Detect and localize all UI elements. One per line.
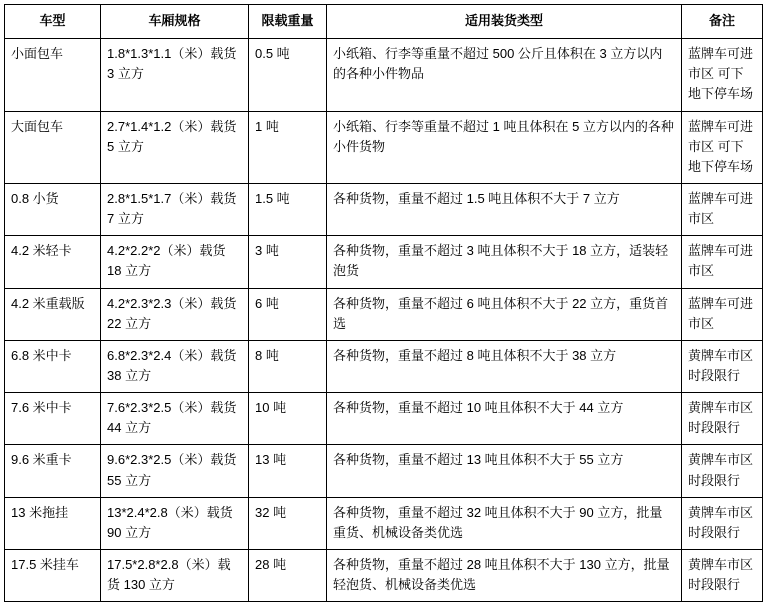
table-row <box>5 39 763 111</box>
table-row <box>5 445 763 497</box>
cell-remark: 蓝牌车可进市区 <box>682 183 763 235</box>
cell-remark: 蓝牌车可进市区 可下地下停车场 <box>682 111 763 183</box>
cell-cargo-type: 小纸箱、行李等重量不超过 1 吨且体积在 5 立方以内的各种小件货物 <box>327 111 682 183</box>
cell-cabin-spec: 2.8*1.5*1.7（米）载货 7 立方 <box>101 183 249 235</box>
cell-cargo-type: 各种货物，重量不超过 3 吨且体积不大于 18 立方，适装轻泡货 <box>327 236 682 288</box>
cell-vehicle-type: 17.5 米挂车 <box>5 549 101 601</box>
cell-remark: 黄牌车市区时段限行 <box>682 445 763 497</box>
table-row <box>5 549 763 601</box>
cell-remark: 黄牌车市区时段限行 <box>682 340 763 392</box>
cell-load-limit: 3 吨 <box>249 236 327 288</box>
cell-vehicle-type: 0.8 小货 <box>5 183 101 235</box>
table-row <box>5 183 763 235</box>
cell-remark: 黄牌车市区时段限行 <box>682 497 763 549</box>
cell-load-limit: 32 吨 <box>249 497 327 549</box>
cell-cargo-type: 各种货物，重量不超过 6 吨且体积不大于 22 立方，重货首选 <box>327 288 682 340</box>
cell-load-limit: 1 吨 <box>249 111 327 183</box>
cell-cabin-spec: 9.6*2.3*2.5（米）载货 55 立方 <box>101 445 249 497</box>
cell-cargo-type: 各种货物，重量不超过 8 吨且体积不大于 38 立方 <box>327 340 682 392</box>
table-row <box>5 236 763 288</box>
column-header-load-limit: 限载重量 <box>249 5 327 39</box>
cell-vehicle-type: 4.2 米轻卡 <box>5 236 101 288</box>
column-header-cabin-spec: 车厢规格 <box>101 5 249 39</box>
cell-vehicle-type: 9.6 米重卡 <box>5 445 101 497</box>
table-row <box>5 497 763 549</box>
cell-vehicle-type: 大面包车 <box>5 111 101 183</box>
cell-remark: 蓝牌车可进市区 <box>682 236 763 288</box>
cell-vehicle-type: 小面包车 <box>5 39 101 111</box>
cell-load-limit: 6 吨 <box>249 288 327 340</box>
cell-cabin-spec: 4.2*2.2*2（米）载货 18 立方 <box>101 236 249 288</box>
cell-cargo-type: 各种货物，重量不超过 32 吨且体积不大于 90 立方，批量重货、机械设备类优选 <box>327 497 682 549</box>
cell-cargo-type: 各种货物，重量不超过 28 吨且体积不大于 130 立方，批量轻泡货、机械设备类优选 <box>327 549 682 601</box>
column-header-cargo-type: 适用装货类型 <box>327 5 682 39</box>
table-row <box>5 393 763 445</box>
cell-cabin-spec: 1.8*1.3*1.1（米）载货 3 立方 <box>101 39 249 111</box>
table-row <box>5 111 763 183</box>
cell-cargo-type: 各种货物，重量不超过 1.5 吨且体积不大于 7 立方 <box>327 183 682 235</box>
cell-remark: 黄牌车市区时段限行 <box>682 549 763 601</box>
cell-vehicle-type: 4.2 米重载版 <box>5 288 101 340</box>
cell-cargo-type: 小纸箱、行李等重量不超过 500 公斤且体积在 3 立方以内的各种小件物品 <box>327 39 682 111</box>
cell-vehicle-type: 7.6 米中卡 <box>5 393 101 445</box>
cell-cargo-type: 各种货物，重量不超过 13 吨且体积不大于 55 立方 <box>327 445 682 497</box>
column-header-vehicle-type: 车型 <box>5 5 101 39</box>
table-row <box>5 288 763 340</box>
cell-cargo-type: 各种货物，重量不超过 10 吨且体积不大于 44 立方 <box>327 393 682 445</box>
cell-cabin-spec: 13*2.4*2.8（米）载货 90 立方 <box>101 497 249 549</box>
cell-cabin-spec: 2.7*1.4*1.2（米）载货 5 立方 <box>101 111 249 183</box>
cell-vehicle-type: 6.8 米中卡 <box>5 340 101 392</box>
cell-cabin-spec: 7.6*2.3*2.5（米）载货 44 立方 <box>101 393 249 445</box>
cell-remark: 蓝牌车可进市区 <box>682 288 763 340</box>
cell-load-limit: 28 吨 <box>249 549 327 601</box>
cell-remark: 蓝牌车可进市区 可下地下停车场 <box>682 39 763 111</box>
table-header-row <box>5 5 763 39</box>
table-row <box>5 340 763 392</box>
table-body <box>5 39 763 602</box>
cell-vehicle-type: 13 米拖挂 <box>5 497 101 549</box>
cell-remark: 黄牌车市区时段限行 <box>682 393 763 445</box>
cell-cabin-spec: 4.2*2.3*2.3（米）载货 22 立方 <box>101 288 249 340</box>
column-header-remark: 备注 <box>682 5 763 39</box>
vehicle-spec-table <box>4 4 763 602</box>
cell-load-limit: 1.5 吨 <box>249 183 327 235</box>
cell-load-limit: 8 吨 <box>249 340 327 392</box>
cell-load-limit: 0.5 吨 <box>249 39 327 111</box>
cell-load-limit: 10 吨 <box>249 393 327 445</box>
cell-cabin-spec: 6.8*2.3*2.4（米）载货 38 立方 <box>101 340 249 392</box>
cell-load-limit: 13 吨 <box>249 445 327 497</box>
cell-cabin-spec: 17.5*2.8*2.8（米）载货 130 立方 <box>101 549 249 601</box>
